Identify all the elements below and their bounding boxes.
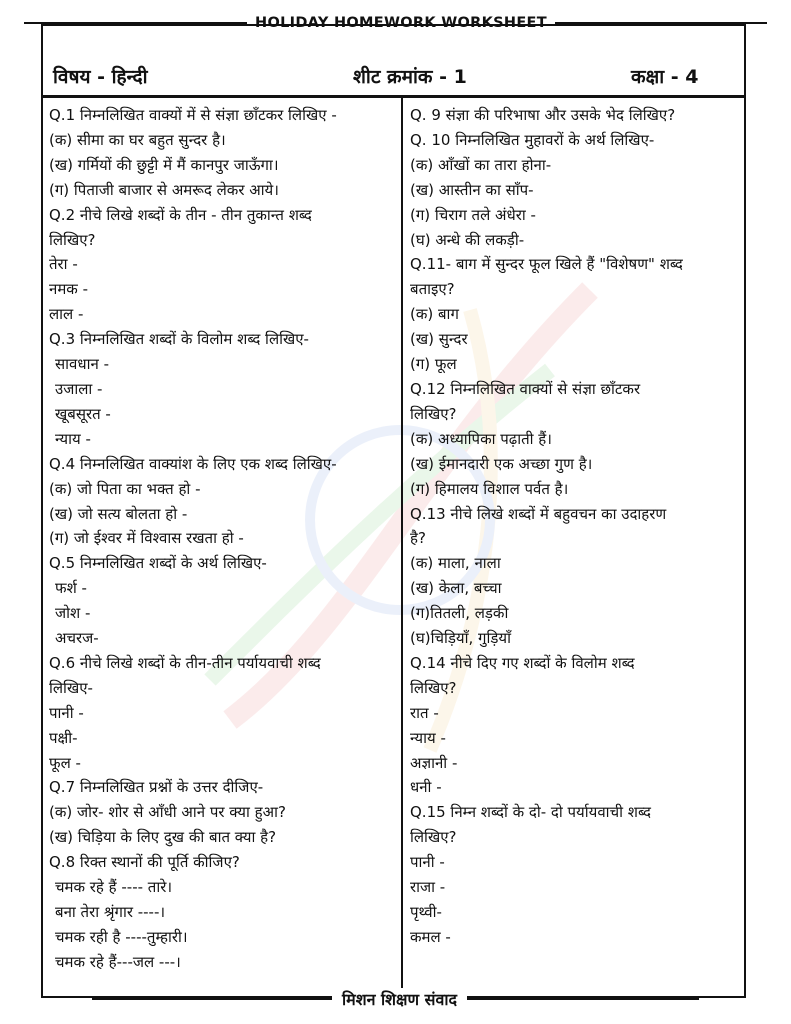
question-line: Q.3 निम्नलिखित शब्दों के विलोम शब्द लिखिए- — [49, 330, 309, 349]
answer-line: (ग) चिराग तले अंधेरा - — [410, 205, 536, 224]
footer-rule-right — [467, 998, 699, 1000]
left-question-column — [49, 103, 399, 975]
answer-line: (ख) केला, बच्चा — [410, 579, 502, 598]
answer-line: (ग) जो ईश्वर में विश्वास रखता हो - — [49, 529, 244, 548]
answer-line: फूल - — [49, 753, 81, 772]
answer-line: अचरज- — [55, 629, 99, 648]
answer-line: लिखिए- — [49, 678, 93, 697]
question-line: Q.1 निम्नलिखित वाक्यों में से संज्ञा छाँटकर लिखिए - — [49, 106, 337, 124]
answer-line: है? — [410, 529, 426, 548]
question-line: Q.5 निम्नलिखित शब्दों के अर्थ लिखिए- — [49, 554, 267, 573]
answer-line: (ग) फूल — [410, 355, 457, 374]
answer-line: चमक रहे हैं---जल ---। — [55, 952, 181, 971]
answer-line: बताइए? — [410, 280, 455, 299]
answer-line: (ख) जो सत्य बोलता हो - — [49, 504, 188, 523]
answer-line: जोश - — [55, 604, 91, 623]
answer-line: (क) बाग — [410, 305, 459, 324]
footer-bar — [0, 985, 791, 1013]
footer-brand: मिशन शिक्षण संवाद — [332, 988, 467, 1010]
answer-line: (ग) हिमालय विशाल पर्वत है। — [410, 479, 569, 498]
answer-line: (ख) गर्मियों की छुट्टी में मैं कानपुर जाऊँगा। — [49, 155, 279, 174]
question-line: Q.11- बाग में सुन्दर फूल खिले हैं "विशेषण" शब्द — [410, 255, 683, 274]
answer-line: उजाला - — [55, 379, 103, 398]
answer-line: (ख) ईमानदारी एक अच्छा गुण है। — [410, 454, 593, 473]
answer-line: (घ) अन्धे की लकड़ी- — [410, 230, 525, 249]
footer-rule-left — [92, 998, 332, 1000]
question-line: Q.7 निम्नलिखित प्रश्नों के उत्तर दीजिए- — [49, 778, 264, 797]
question-line: Q. 10 निम्नलिखित मुहावरों के अर्थ लिखिए- — [410, 130, 655, 149]
answer-line: (ख) चिड़िया के लिए दुख की बात क्या है? — [49, 828, 277, 847]
answer-line: सावधान - — [55, 355, 109, 374]
worksheet-title: HOLIDAY HOMEWORK WORKSHEET — [255, 15, 547, 31]
answer-line: (ख) सुन्दर — [410, 330, 468, 349]
header-divider — [41, 95, 746, 98]
answer-line: पक्षी- — [49, 728, 78, 747]
answer-line: (क) माला, नाला — [410, 554, 501, 573]
question-line: Q.4 निम्नलिखित वाक्यांश के लिए एक शब्द लिखिए- — [49, 454, 337, 473]
answer-line: लिखिए? — [410, 404, 457, 423]
question-line: Q.6 नीचे लिखे शब्दों के तीन-तीन पर्यायवाची शब्द — [49, 653, 321, 672]
answer-line: लिखिए? — [49, 230, 96, 249]
answer-line: (क) आँखों का तारा होना- — [410, 155, 552, 174]
question-line: Q.15 निम्न शब्दों के दो- दो पर्यायवाची शब्द — [410, 803, 651, 822]
answer-line: न्याय - — [55, 429, 91, 448]
question-line: Q.2 नीचे लिखे शब्दों के तीन - तीन तुकान्त शब्द — [49, 205, 312, 224]
answer-line: चमक रही है ----तुम्हारी। — [55, 927, 188, 946]
answer-line: लाल - — [49, 305, 84, 324]
answer-line: चमक रहे हैं ---- तारे। — [55, 878, 173, 897]
worksheet-header — [41, 56, 746, 94]
question-line: Q.13 नीचे लिखे शब्दों में बहुवचन का उदाहरण — [410, 504, 667, 523]
answer-line: (ग)तितली, लड़की — [410, 604, 509, 623]
answer-line: (घ)चिड़ियाँ, गुड़ियाँ — [410, 629, 511, 648]
question-line: Q. 9 संज्ञा की परिभाषा और उसके भेद लिखिए? — [410, 106, 676, 124]
answer-line: लिखिए? — [410, 828, 457, 847]
subject-label: विषय - हिन्दी — [53, 66, 148, 88]
answer-line: रात - — [410, 703, 439, 722]
answer-line: (क) अध्यापिका पढ़ाती हैं। — [410, 429, 552, 448]
answer-line: (ख) आस्तीन का साँप- — [410, 180, 534, 199]
answer-line: राजा - — [410, 878, 446, 897]
answer-line: (क) जो पिता का भक्त हो - — [49, 479, 201, 498]
column-divider — [401, 97, 403, 993]
answer-line: खूबसूरत - — [55, 404, 111, 423]
answer-line: पानी - — [49, 703, 84, 722]
answer-line: नमक - — [49, 280, 88, 299]
question-line: Q.14 नीचे दिए गए शब्दों के विलोम शब्द — [410, 653, 635, 672]
question-line: Q.8 रिक्त स्थानों की पूर्ति कीजिए? — [49, 853, 240, 872]
answer-line: लिखिए? — [410, 678, 457, 697]
sheet-number-label: शीट क्रमांक - 1 — [353, 66, 467, 88]
answer-line: अज्ञानी - — [410, 753, 458, 772]
answer-line: फर्श - — [55, 579, 87, 598]
answer-line: न्याय - — [410, 728, 446, 747]
answer-line: (क) सीमा का घर बहुत सुन्दर है। — [49, 130, 226, 149]
answer-line: (ग) पिताजी बाजार से अमरूद लेकर आये। — [49, 180, 279, 199]
answer-line: धनी - — [410, 778, 442, 797]
answer-line: पानी - — [410, 853, 445, 872]
question-line: Q.12 निम्नलिखित वाक्यों से संज्ञा छाँटकर — [410, 379, 641, 398]
right-question-column — [410, 103, 743, 950]
answer-line: पृथ्वी- — [410, 903, 442, 921]
answer-line: कमल - — [410, 927, 451, 946]
answer-line: तेरा - — [49, 255, 78, 274]
answer-line: (क) जोर- शोर से आँधी आने पर क्या हुआ? — [49, 803, 286, 822]
class-label: कक्षा - 4 — [631, 66, 699, 88]
answer-line: बना तेरा श्रृंगार ----। — [55, 903, 166, 921]
